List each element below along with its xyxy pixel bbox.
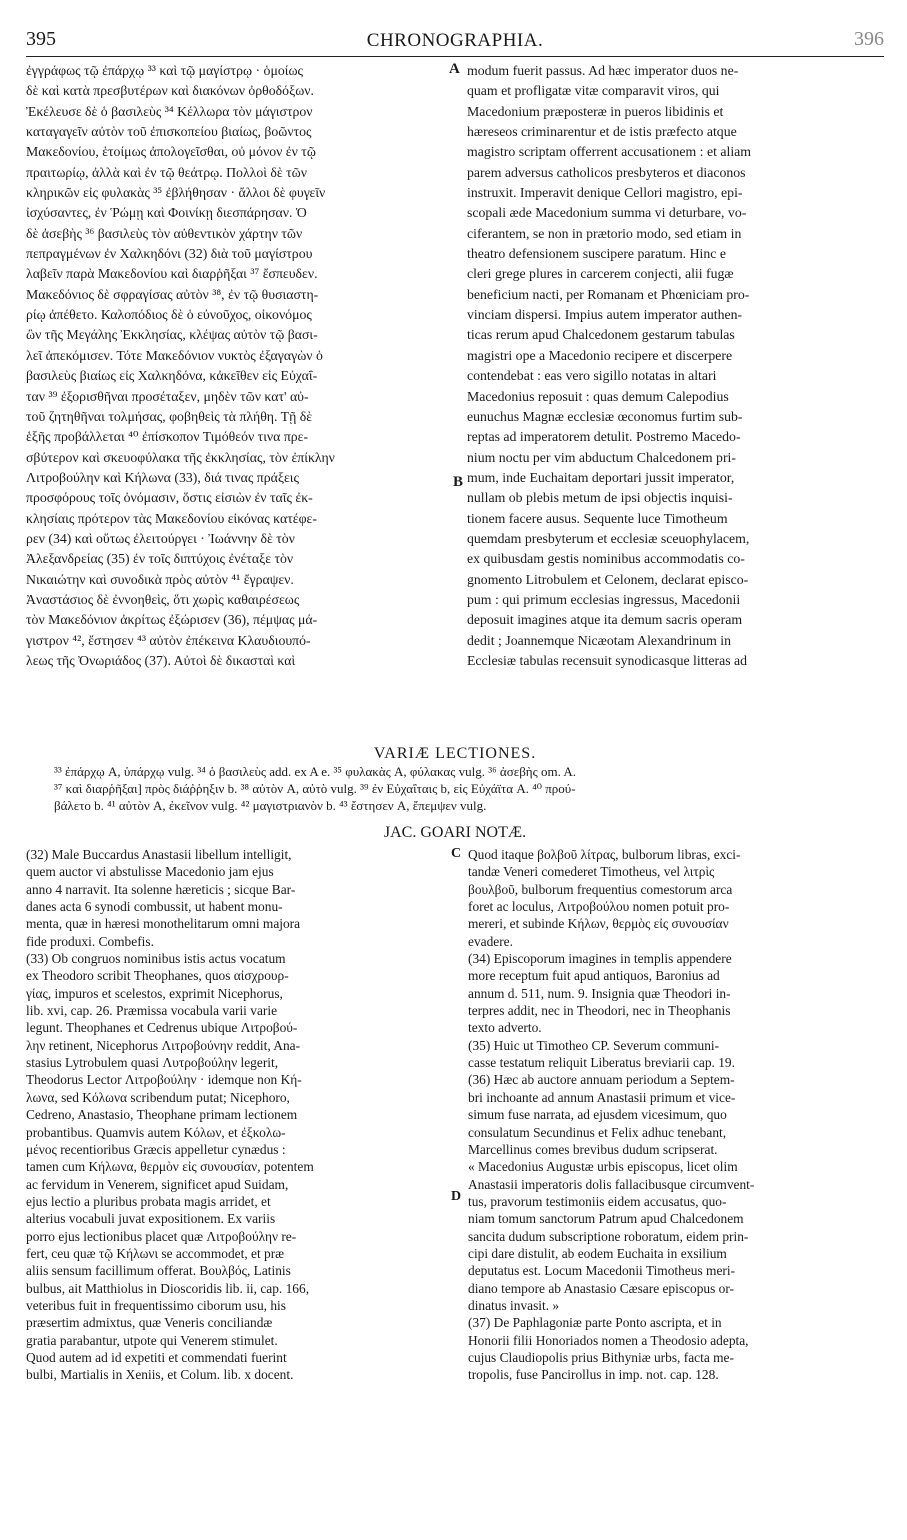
latin-line: mum, inde Euchaitam deportari jussit imperator, bbox=[467, 469, 735, 485]
latin-line: ciferantem, se non in prætorio modo, sed etiam in bbox=[467, 225, 742, 241]
latin-line: Macedonium præposteræ in pueros libidinis et bbox=[467, 103, 724, 119]
greek-line: Ἀναστάσιος δὲ ἐννοηθεὶς, ὅτι χωρὶς καθαιρέσεως bbox=[26, 591, 300, 607]
greek-line: λεως τῆς Ὀνωριάδος (37). Αὐτοὶ δὲ δικασταὶ καὶ bbox=[26, 652, 296, 668]
greek-line: πραιτωρίῳ, ἀλλὰ καὶ ἐν τῷ θεάτρῳ. Πολλοὶ δὲ τῶν bbox=[26, 164, 308, 180]
latin-line: ex quibusdam gestis nominibus accommodatis co- bbox=[467, 551, 745, 567]
variant-reading-line: ³⁷ καὶ διαρῥῆξαι] πρὸς διάῤῥηξιν b. ³⁸ αὐτὸν A, αὐτὸ vulg. ³⁹ ἐν Εὐχαΐταις b, εἰς Εὐχάϊτα A. ⁴⁰ πρού- bbox=[54, 781, 576, 796]
greek-line: Μακεδόνιος δὲ σφραγίσας αὐτὸν ³⁸, ἐν τῷ θυσιαστη- bbox=[26, 286, 319, 302]
note-line: fide produxi. Combefis. bbox=[26, 933, 154, 949]
latin-column bbox=[467, 61, 884, 671]
greek-line: τοῦ ζητηθῆναι τολμήσας, φοβηθεὶς τὰ πλήθη. Τῇ δὲ bbox=[26, 408, 313, 424]
note-line: anno 4 narravit. Ita solenne hæreticis ; sicque Bar- bbox=[26, 881, 296, 897]
note-line: cipi dare distulit, ab eodem Euchaita in exsilium bbox=[468, 1245, 727, 1261]
note-line: simum fuse narrata, ad ejusdem vicesimum, quo bbox=[468, 1107, 727, 1123]
latin-line: deposuit imagines atque ita demum sacris operam bbox=[467, 612, 743, 628]
note-line: deputatus est. Locum Macedonii Timotheus meri- bbox=[468, 1263, 736, 1279]
greek-line: ἑξῆς προβάλλεται ⁴⁰ ἐπίσκοπον Τιμόθεόν τινα πρε- bbox=[26, 429, 309, 445]
note-line: annum d. 511, num. 9. Insignia quæ Theodori in- bbox=[468, 985, 731, 1001]
latin-line: instruxit. Imperavit denique Cellori magistro, epi- bbox=[467, 185, 743, 201]
greek-column bbox=[26, 61, 448, 671]
greek-line: Ἐκέλευσε δὲ ὁ βασιλεὺς ³⁴ Κέλλωρα τὸν μάγιστρον bbox=[26, 103, 313, 119]
greek-line: κλησίαις πρότερον τὰς Μακεδονίου εἰκόνας κατέφε- bbox=[26, 510, 317, 526]
latin-line: quemdam presbyterum et ecclesiæ sceuophylacem, bbox=[467, 530, 750, 546]
note-line: (37) De Paphlagoniæ parte Ponto ascripta, et in bbox=[468, 1315, 722, 1331]
note-line: tamen cum Κήλωνα, θερμὸν εἰς συνουσίαν, potentem bbox=[26, 1159, 314, 1175]
note-line: terpres addit, nec in Theodori, nec in Theophanis bbox=[468, 1003, 731, 1019]
note-line: Quod autem ad id expetiti et commendati fuerint bbox=[26, 1349, 287, 1365]
running-header bbox=[26, 28, 884, 57]
latin-line: nullam ob plebis metum de ipsi objectis inquisi- bbox=[467, 490, 733, 506]
latin-line: quam et profligatæ vitæ comparavit viros, qui bbox=[467, 83, 720, 99]
variae-lectiones-title: VARIÆ LECTIONES. bbox=[373, 745, 537, 762]
notes-right-column bbox=[468, 846, 884, 1384]
page-number-left: 395 bbox=[26, 28, 56, 50]
note-line: tus, pravorum testimoniis eidem accusatus, quo- bbox=[468, 1193, 727, 1209]
greek-line: πεπραγμένων ἐν Χαλκηδόνι (32) διὰ τοῦ μαγίστρου bbox=[26, 246, 313, 262]
latin-line: contendebat : eas vero sigillo notatas in altari bbox=[467, 368, 717, 384]
greek-line: δὲ καὶ κατὰ πρεσβυτέρων καὶ διακόνων ὀρθοδόξων. bbox=[26, 83, 314, 99]
note-line: porro ejus lectionibus placet quæ Λιτροβούλην re- bbox=[26, 1228, 297, 1244]
note-line: (32) Male Buccardus Anastasii libellum intelligit, bbox=[26, 847, 292, 862]
note-line: aliis sensum facillimum offerat. Βουλβός, Latinis bbox=[26, 1263, 291, 1279]
note-line: (34) Episcoporum imagines in templis appendere bbox=[468, 951, 732, 967]
note-line: sancita dudum subscriptione roboratum, eidem prin- bbox=[468, 1228, 749, 1244]
latin-line: tionem facere ausus. Sequente luce Timotheum bbox=[467, 510, 728, 526]
note-line: (33) Ob congruos nominibus istis actus vocatum bbox=[26, 951, 286, 967]
latin-line: scopali æde Macedonium summa vi deturbare, vo- bbox=[467, 205, 747, 221]
variant-reading-line: ³³ ἐπάρχῳ A, ὑπάρχῳ vulg. ³⁴ ὁ βασιλεὺς add. ex A e. ³⁵ φυλακὰς A, φύλακας vulg. ³⁶ ἀσεβὴς om. A. bbox=[54, 764, 577, 779]
margin-marker-a: A bbox=[449, 61, 460, 77]
note-line: casse testatum reliquit Liberatus breviarii cap. 19. bbox=[468, 1055, 735, 1071]
greek-line: βασιλεὺς βιαίως εἰς Χαλκηδόνα, κἀκεῖθεν εἰς Εὐχαΐ- bbox=[26, 368, 318, 384]
note-line: more receptum fuit apud antiquos, Baronius ad bbox=[468, 968, 720, 984]
variae-lectiones bbox=[26, 763, 884, 814]
note-line: Theodorus Lector Λιτροβούλην · idemque non Κή- bbox=[26, 1072, 302, 1088]
latin-line: parem adversus catholicos presbyteros et diaconos bbox=[467, 164, 746, 180]
note-line: Quod itaque βολβοῦ λίτρας, bulborum libras, exci- bbox=[468, 847, 741, 862]
greek-line: Ἀλεξανδρείας (35) ἐν τοῖς διπτύχοις ἐνέταξε τὸν bbox=[26, 551, 294, 567]
note-line: « Macedonius Augustæ urbis episcopus, licet olim bbox=[468, 1159, 738, 1175]
note-line: præsertim admixtus, quæ Veneris conciliandæ bbox=[26, 1315, 273, 1331]
latin-line: eunuchus Magnæ ecclesiæ œconomus furtim sub- bbox=[467, 408, 743, 424]
latin-line: beneficium nacti, per Romanam et Phœniciam pro- bbox=[467, 286, 750, 302]
note-line: μένος recentioribus Græcis appelletur cynædus : bbox=[26, 1141, 286, 1157]
greek-line: τὸν Μακεδόνιον ἀκρίτως ἐξώρισεν (36), πέμψας μά- bbox=[26, 612, 318, 628]
note-line: λην retinent, Nicephorus Λιτροβούνην reddit, Ana- bbox=[26, 1037, 301, 1053]
note-line: tropolis, fuse Pancirollus in imp. not. cap. 128. bbox=[468, 1367, 719, 1383]
running-title: CHRONOGRAPHIA. bbox=[366, 30, 544, 51]
variant-reading-line: βάλετο b. ⁴¹ αὐτὸν A, ἐκεῖνον vulg. ⁴² μαγιστριανὸν b. ⁴³ ἔστησεν A, ἔπεμψεν vulg. bbox=[54, 798, 487, 813]
note-line: evadere. bbox=[468, 933, 513, 949]
latin-line: cleri grege plures in carcerem conjecti, alii fugæ bbox=[467, 266, 734, 282]
notes-title: JAC. GOARI NOTÆ. bbox=[383, 824, 527, 841]
page-number-right: 396 bbox=[854, 28, 884, 50]
latin-line: modum fuerit passus. Ad hæc imperator duos ne- bbox=[467, 63, 739, 78]
note-line: bulbi, Martialis in Xeniis, et Colum. lib. x docent. bbox=[26, 1367, 294, 1383]
note-line: foret ac loculus, Λιτροβούλου nomen potuit pro- bbox=[468, 899, 730, 915]
latin-line: nium noctu per vim abductum Chalcedonem pri- bbox=[467, 449, 736, 465]
latin-line: Ecclesiæ tabulas recensuit synodicasque litteras ad bbox=[467, 652, 748, 668]
latin-line: pum : qui primum ecclesias ingressus, Macedonii bbox=[467, 591, 741, 607]
greek-line: προσφόρους τοῖς ὀνόμασιν, ὅστις εἰσιὼν ἐν ταῖς ἐκ- bbox=[26, 490, 313, 506]
note-line: ex Theodoro scribit Theophanes, quos αἰσχρουρ- bbox=[26, 968, 289, 984]
latin-line: dedit ; Joannemque Nicæotam Alexandrinum in bbox=[467, 632, 732, 648]
note-line: Honorii filii Honoriados nomen a Theodosio adepta, bbox=[468, 1332, 749, 1348]
note-line: Anastasii imperatoris dolis fallacibusque circumvent- bbox=[468, 1176, 755, 1192]
greek-line: λαβεῖν παρὰ Μακεδονίου καὶ διαρῥῆξαι ³⁷ ἔσπευδεν. bbox=[26, 266, 318, 282]
greek-line: Μακεδονίου, ἑτοίμως ἀπολογεῖσθαι, οὐ μόνον ἐν τῷ bbox=[26, 144, 316, 160]
greek-line: δὲ ἀσεβὴς ³⁶ βασιλεὺς τὸν αὐθεντικὸν χάρτην τῶν bbox=[26, 225, 303, 241]
note-line: mereri, et subinde Κήλων, θερμὸς εἰς συνουσίαν bbox=[468, 916, 729, 932]
latin-line: vinciam dispersi. Impius autem imperator authen- bbox=[467, 307, 743, 323]
note-line: (35) Huic ut Timotheo CP. Severum communi- bbox=[468, 1037, 720, 1053]
greek-line: καταγαγεῖν αὐτὸν τοῦ ἐπισκοπείου βιαίως, βοῶντος bbox=[26, 124, 312, 140]
note-line: texto adverto. bbox=[468, 1020, 542, 1036]
margin-marker-b: B bbox=[453, 474, 464, 490]
note-line: gratia parabantur, utpote qui Venerem stimulet. bbox=[26, 1332, 278, 1348]
greek-line: ἐγγράφως τῷ ἐπάρχῳ ³³ καὶ τῷ μαγίστρῳ · ὁμοίως bbox=[26, 63, 304, 78]
note-line: danes acta 6 synodi combussit, ut habent monu- bbox=[26, 899, 283, 915]
greek-line: λεῖ ἀπεκόμισεν. Τότε Μακεδόνιον νυκτὸς ἐξαγαγὼν ὁ bbox=[26, 347, 323, 363]
greek-line: ὢν τῆς Μεγάλης Ἐκκλησίας, κλέψας αὐτὸν τῷ βασι- bbox=[26, 327, 318, 343]
note-line: niam tomum sanctorum Patrum apud Chalcedonem bbox=[468, 1211, 744, 1227]
note-line: fert, ceu quæ τῷ Κήλωνι se accommodet, et præ bbox=[26, 1245, 285, 1261]
latin-line: ticas rerum apud Chalcedonem gestarum tabulas bbox=[467, 327, 735, 343]
note-line: probantibus. Quamvis autem Κόλων, et ἐξκολω- bbox=[26, 1124, 286, 1140]
page bbox=[26, 28, 884, 1536]
note-line: λωνα, sed Κόλωνα scribendum putat; Nicephoro, bbox=[26, 1089, 290, 1105]
note-line: bulbus, ait Matthiolus in Dioscoridis lib. ii, cap. 166, bbox=[26, 1280, 310, 1296]
note-line: cujus Claudiopolis prius Bithyniæ urbs, facta me- bbox=[468, 1349, 734, 1365]
latin-line: reptas ad imperatorem detulit. Postremo Macedo- bbox=[467, 429, 741, 445]
note-line: diano tempore ab Anastasio Cæsare episcopus or- bbox=[468, 1280, 734, 1296]
notes-left-column bbox=[26, 846, 446, 1384]
latin-line: magistri ope a Macedonio recipere et discerpere bbox=[467, 347, 733, 363]
note-line: Marcellinus comes brevibus dudum scripserat. bbox=[468, 1141, 718, 1157]
note-line: lib. xvi, cap. 26. Præmissa vocabula varii varie bbox=[26, 1003, 278, 1019]
note-line: alterius vocabuli juvat expositionem. Ex variis bbox=[26, 1211, 276, 1227]
margin-marker-c: C bbox=[451, 846, 462, 861]
latin-line: hæreseos criminarentur et de istis præfecto atque bbox=[467, 124, 737, 140]
note-line: tandæ Veneri comederet Timotheus, vel λιτρὶς bbox=[468, 864, 715, 880]
greek-line: ἰσχύσαντες, ἐν Ῥώμῃ καὶ Φοινίκῃ διεσπάρησαν. Ὁ bbox=[26, 205, 307, 221]
notes-section bbox=[26, 846, 884, 1536]
greek-line: γιστρον ⁴², ἔστησεν ⁴³ αὐτὸν ἐπέκεινα Κλαυδιουπό- bbox=[26, 632, 311, 648]
note-line: menta, quæ in hæresi monothelitarum omni majora bbox=[26, 916, 301, 932]
main-text bbox=[26, 61, 884, 745]
note-line: γίας, impuros et scelestos, exprimit Nicephorus, bbox=[26, 985, 283, 1001]
greek-line: ρίῳ ἀπέθετο. Καλοπόδιος δὲ ὁ εὐνοῦχος, οἰκονόμος bbox=[26, 307, 312, 323]
note-line: ejus lectio a pluribus probata magis arridet, et bbox=[26, 1193, 271, 1209]
greek-line: σβύτερον καὶ σκευοφύλακα τῆς ἐκκλησίας, τὸν ἐπίκλην bbox=[26, 449, 335, 465]
note-line: quem auctor vi abstulisse Macedonio jam ejus bbox=[26, 864, 274, 880]
latin-line: theatro defensionem suscipere paratum. Hinc e bbox=[467, 246, 726, 262]
note-line: consulatum Secundinus et Felix adhuc tenebant, bbox=[468, 1124, 727, 1140]
note-line: βουλβοῦ, bulborum frequentius comestorum arca bbox=[468, 881, 733, 897]
latin-line: Macedonius reposuit : quas demum Calepodius bbox=[467, 388, 729, 404]
greek-line: κληρικῶν εἰς φυλακὰς ³⁵ ἐβλήθησαν · ἄλλοι δὲ φυγεῖν bbox=[26, 185, 326, 201]
note-line: legunt. Theophanes et Cedrenus ubique Λιτροβού- bbox=[26, 1020, 298, 1036]
greek-line: ταν ³⁹ ἐξορισθῆναι προσέταξεν, μηδὲν τῶν κατ' αὐ- bbox=[26, 388, 309, 404]
note-line: Cedreno, Anastasio, Theophane primam lectionem bbox=[26, 1107, 298, 1123]
latin-line: magistro scriptam offerrent accusationem : et aliam bbox=[467, 144, 752, 160]
note-line: stasius Lytrobulem quasi Λυτροβούλην legerit, bbox=[26, 1055, 279, 1071]
margin-marker-d: D bbox=[451, 1189, 462, 1204]
note-line: bri inchoante ad annum Anastasii primum et vice- bbox=[468, 1089, 736, 1105]
note-line: ac fervidum in Venerem, significet apud Suidam, bbox=[26, 1176, 289, 1192]
greek-line: Λιτροβούλην καὶ Κήλωνα (33), διά τινας πράξεις bbox=[26, 469, 299, 485]
note-line: (36) Hæc ab auctore annuam periodum a Septem- bbox=[468, 1072, 735, 1088]
note-line: veteribus fuit in frequentissimo ciborum usu, his bbox=[26, 1297, 286, 1313]
greek-line: Νικαιώτην καὶ συνοδικὰ πρὸς αὐτὸν ⁴¹ ἔγραψεν. bbox=[26, 571, 294, 587]
greek-line: ρεν (34) καὶ οὕτως ἐλειτούργει · Ἰωάννην δὲ τὸν bbox=[26, 530, 295, 546]
latin-line: gnomento Litrobulem et Celonem, declarat episco- bbox=[467, 571, 749, 587]
note-line: dinatus invasit. » bbox=[468, 1297, 560, 1313]
